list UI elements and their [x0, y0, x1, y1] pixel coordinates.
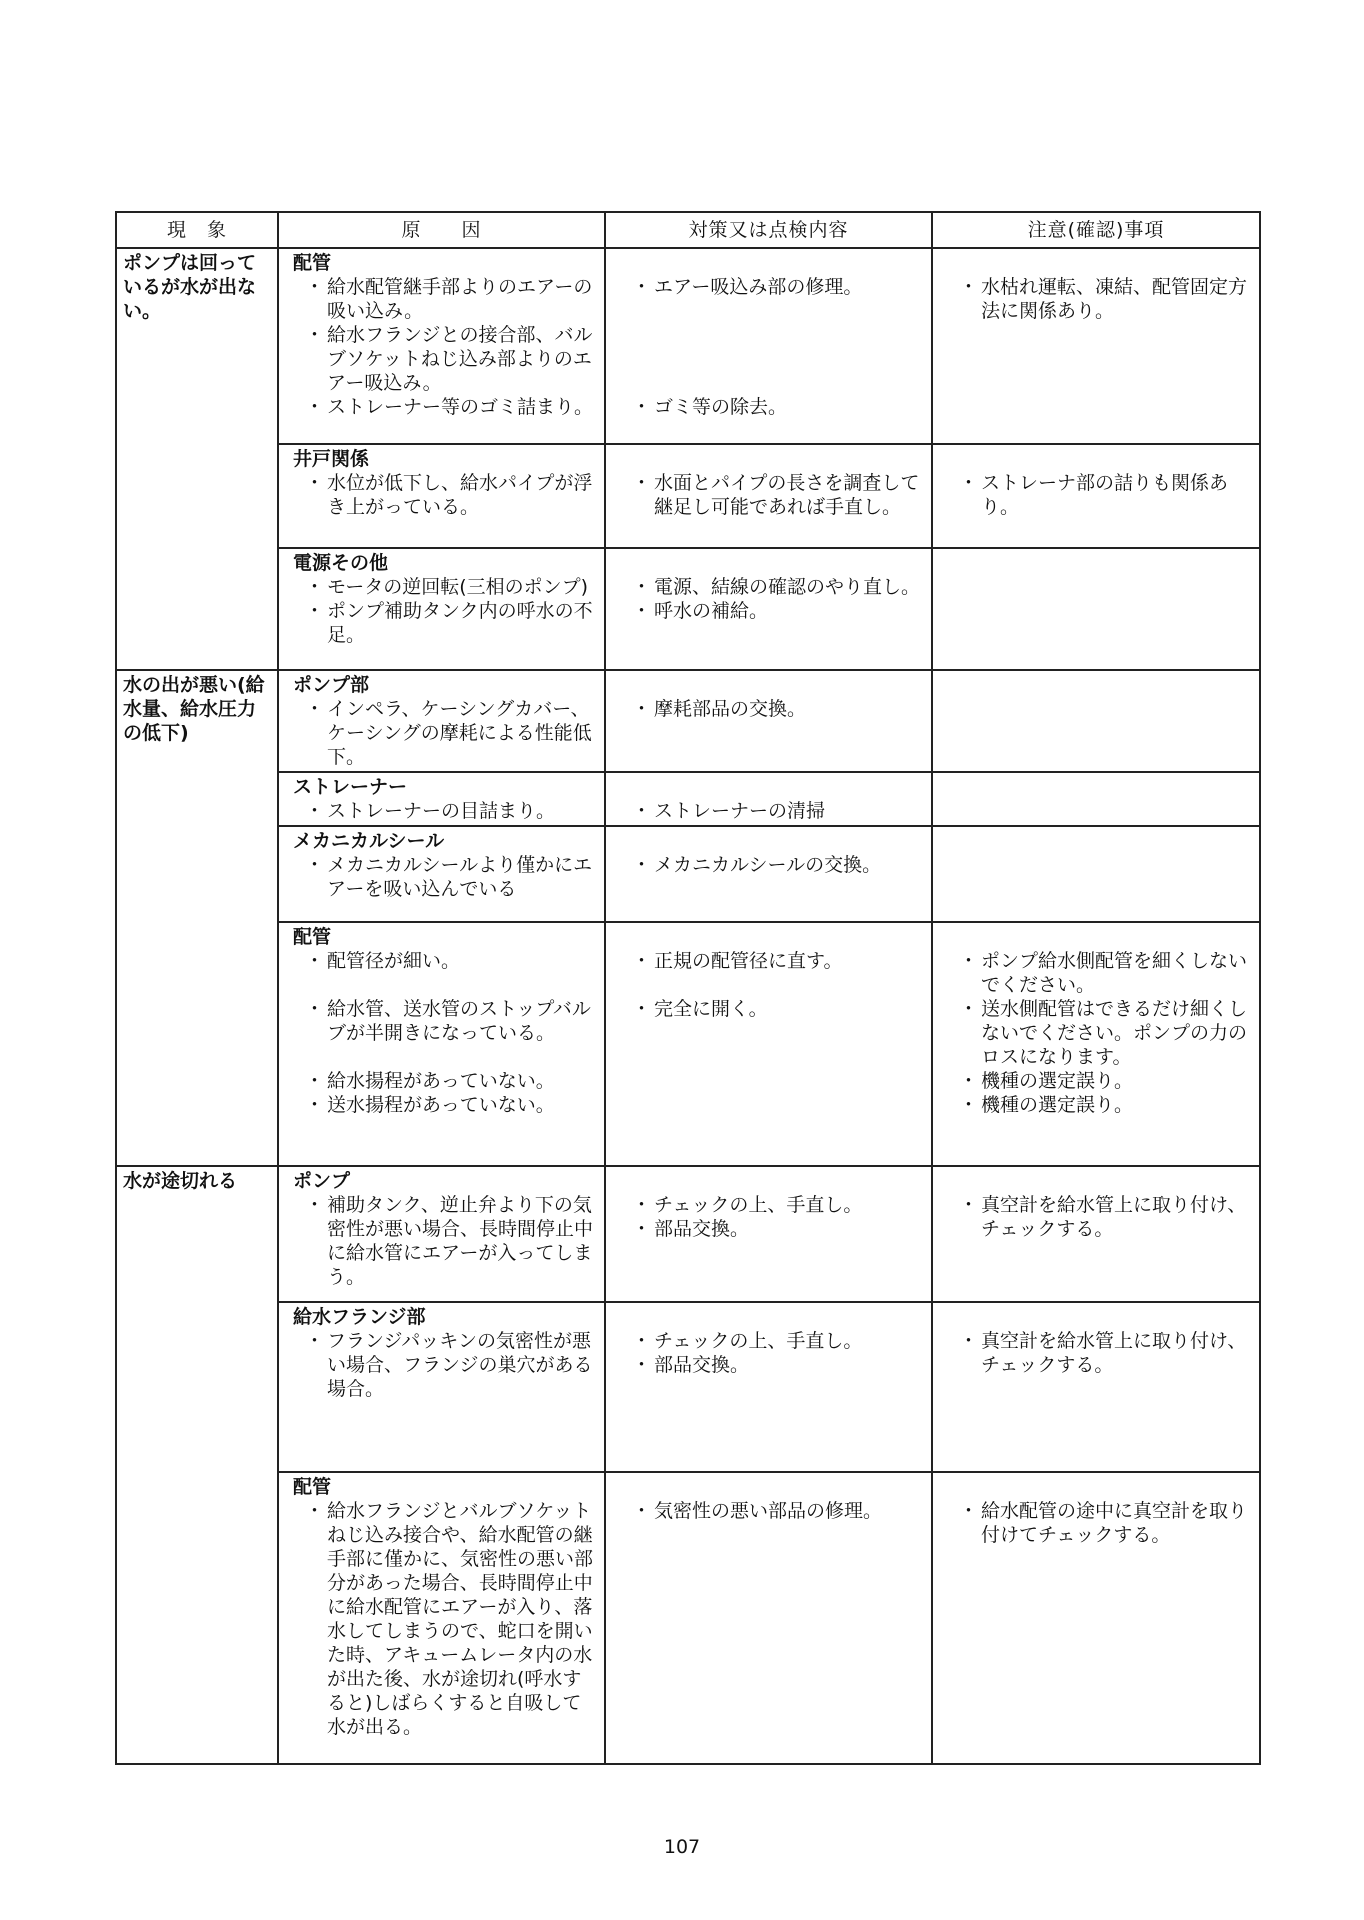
- measure-item: ・ 気密性の悪い部品の修理。: [636, 1499, 925, 1523]
- measure-cell: [605, 826, 932, 922]
- cause-category: ポンプ部: [293, 674, 370, 696]
- cause-category: 配管: [293, 926, 332, 948]
- table-row: [116, 1472, 1260, 1764]
- measure-cell: [605, 670, 932, 772]
- cause-item: ・ 補助タンク、逆止弁より下の気密性が悪い場合、長時間停止中に給水管にエアーが入ってしまう。: [309, 1193, 598, 1289]
- measure-cell: [605, 248, 932, 444]
- table-header-row: [116, 212, 1260, 248]
- header-phenomenon: 現 象: [116, 212, 278, 248]
- note-item: ・ 水枯れ運転、凍結、配管固定方法に関係あり。: [963, 275, 1253, 323]
- cause-cell: [278, 548, 605, 670]
- cause-category: 配管: [293, 252, 332, 274]
- cause-item: ・ 給水揚程があっていない。: [309, 1069, 598, 1093]
- cause-category: ポンプ: [293, 1170, 351, 1192]
- cause-category: 配管: [293, 1476, 332, 1498]
- measure-item: ・ 完全に開く。: [636, 997, 925, 1021]
- cause-cell: [278, 922, 605, 1166]
- notes-cell: [932, 548, 1260, 670]
- cause-category: 井戸関係: [293, 448, 370, 470]
- cause-category: 給水フランジ部: [293, 1306, 426, 1328]
- table-row: [116, 248, 1260, 444]
- measure-cell: [605, 772, 932, 826]
- cause-cell: [278, 670, 605, 772]
- notes-cell: [932, 248, 1260, 444]
- measure-cell: [605, 1166, 932, 1302]
- measure-cell: [605, 1302, 932, 1472]
- cause-cell: [278, 1472, 605, 1764]
- cause-cell: [278, 248, 605, 444]
- note-item: ・ 機種の選定誤り。: [963, 1093, 1253, 1117]
- table-row: [116, 1302, 1260, 1472]
- measure-item: ・ エアー吸込み部の修理。: [636, 275, 925, 299]
- cause-item: ・ 給水管、送水管のストップバルブが半開きになっている。: [309, 997, 598, 1045]
- measure-item: ・ 摩耗部品の交換。: [636, 697, 925, 721]
- cause-item: ・ 給水フランジとの接合部、バルブソケットねじ込み部よりのエアー吸込み。: [309, 323, 598, 395]
- cause-category: 電源その他: [293, 552, 389, 574]
- measure-cell: [605, 922, 932, 1166]
- measure-item: ・ チェックの上、手直し。: [636, 1329, 925, 1353]
- measure-item: ・ 呼水の補給。: [636, 599, 925, 623]
- note-item: ・ 真空計を給水管上に取り付け、チェックする。: [963, 1329, 1253, 1377]
- cause-item: ・ メカニカルシールより僅かにエアーを吸い込んでいる: [309, 853, 598, 901]
- note-item: ・ 機種の選定誤り。: [963, 1069, 1253, 1093]
- cause-item: ・ 給水フランジとバルブソケットねじ込み接合や、給水配管の継手部に僅かに、気密性の悪い部分があった場合、長時間停止中に給水配管にエアーが入り、落水してしまうので、蛇口を開いた時、アキュームレータ内の水が出た後、水が途切れ(呼水すると)しばらくすると自吸して水が出る。: [309, 1499, 598, 1739]
- notes-cell: [932, 1166, 1260, 1302]
- table-row: [116, 548, 1260, 670]
- table-row: [116, 922, 1260, 1166]
- table-row: [116, 1166, 1260, 1302]
- table-row: [116, 670, 1260, 772]
- table-row: [116, 444, 1260, 548]
- cause-category: メカニカルシール: [293, 830, 445, 852]
- notes-cell: [932, 444, 1260, 548]
- cause-cell: [278, 826, 605, 922]
- header-countermeasure: 対策又は点検内容: [605, 212, 932, 248]
- notes-cell: [932, 1302, 1260, 1472]
- cause-cell: [278, 1166, 605, 1302]
- measure-item: ・ 水面とパイプの長さを調査して継足し可能であれば手直し。: [636, 471, 925, 519]
- phenomenon-cell: 水が途切れる: [116, 1166, 278, 1764]
- header-cause: 原 因: [278, 212, 605, 248]
- header-notes: 注意(確認)事項: [932, 212, 1260, 248]
- note-item: ・ ポンプ給水側配管を細くしないでください。: [963, 949, 1253, 997]
- notes-cell: [932, 772, 1260, 826]
- page-number: 107: [663, 1836, 701, 1858]
- cause-item: ・ ストレーナーの目詰まり。: [309, 799, 598, 823]
- note-item: ・ 真空計を給水管上に取り付け、チェックする。: [963, 1193, 1253, 1241]
- note-item: ・ ストレーナ部の詰りも関係あり。: [963, 471, 1253, 519]
- measure-item: ・ ストレーナーの清掃: [636, 799, 925, 823]
- cause-cell: [278, 1302, 605, 1472]
- measure-cell: [605, 548, 932, 670]
- measure-item: ・ ゴミ等の除去。: [636, 395, 925, 419]
- cause-item: ・ ストレーナー等のゴミ詰まり。: [309, 395, 598, 419]
- measure-item: ・ 正規の配管径に直す。: [636, 949, 925, 973]
- table-row: [116, 772, 1260, 826]
- measure-cell: [605, 1472, 932, 1764]
- measure-item: ・ メカニカルシールの交換。: [636, 853, 925, 877]
- phenomenon-cell: ポンプは回っているが水が出ない。: [116, 248, 278, 670]
- table-row: [116, 826, 1260, 922]
- cause-item: ・ 配管径が細い。: [309, 949, 598, 973]
- cause-cell: [278, 444, 605, 548]
- measure-item: ・ 部品交換。: [636, 1217, 925, 1241]
- cause-item: ・ モータの逆回転(三相のポンプ): [309, 575, 598, 599]
- cause-item: ・ フランジパッキンの気密性が悪い場合、フランジの巣穴がある場合。: [309, 1329, 598, 1401]
- notes-cell: [932, 670, 1260, 772]
- cause-item: ・ インペラ、ケーシングカバー、ケーシングの摩耗による性能低下。: [309, 697, 598, 769]
- note-item: ・ 給水配管の途中に真空計を取り付けてチェックする。: [963, 1499, 1253, 1547]
- notes-cell: [932, 1472, 1260, 1764]
- cause-item: ・ ポンプ補助タンク内の呼水の不足。: [309, 599, 598, 647]
- cause-category: ストレーナー: [293, 776, 408, 798]
- cause-item: ・ 水位が低下し、給水パイプが浮き上がっている。: [309, 471, 598, 519]
- measure-item: ・ チェックの上、手直し。: [636, 1193, 925, 1217]
- cause-cell: [278, 772, 605, 826]
- cause-item: ・ 送水揚程があっていない。: [309, 1093, 598, 1117]
- measure-item: ・ 部品交換。: [636, 1353, 925, 1377]
- cause-item: ・ 給水配管継手部よりのエアーの吸い込み。: [309, 275, 598, 323]
- measure-cell: [605, 444, 932, 548]
- notes-cell: [932, 826, 1260, 922]
- phenomenon-cell: 水の出が悪い(給水量、給水圧力の低下): [116, 670, 278, 1166]
- notes-cell: [932, 922, 1260, 1166]
- troubleshooting-table: [115, 211, 1261, 1765]
- measure-item: ・ 電源、結線の確認のやり直し。: [636, 575, 925, 599]
- note-item: ・ 送水側配管はできるだけ細くしないでください。ポンプの力のロスになります。: [963, 997, 1253, 1069]
